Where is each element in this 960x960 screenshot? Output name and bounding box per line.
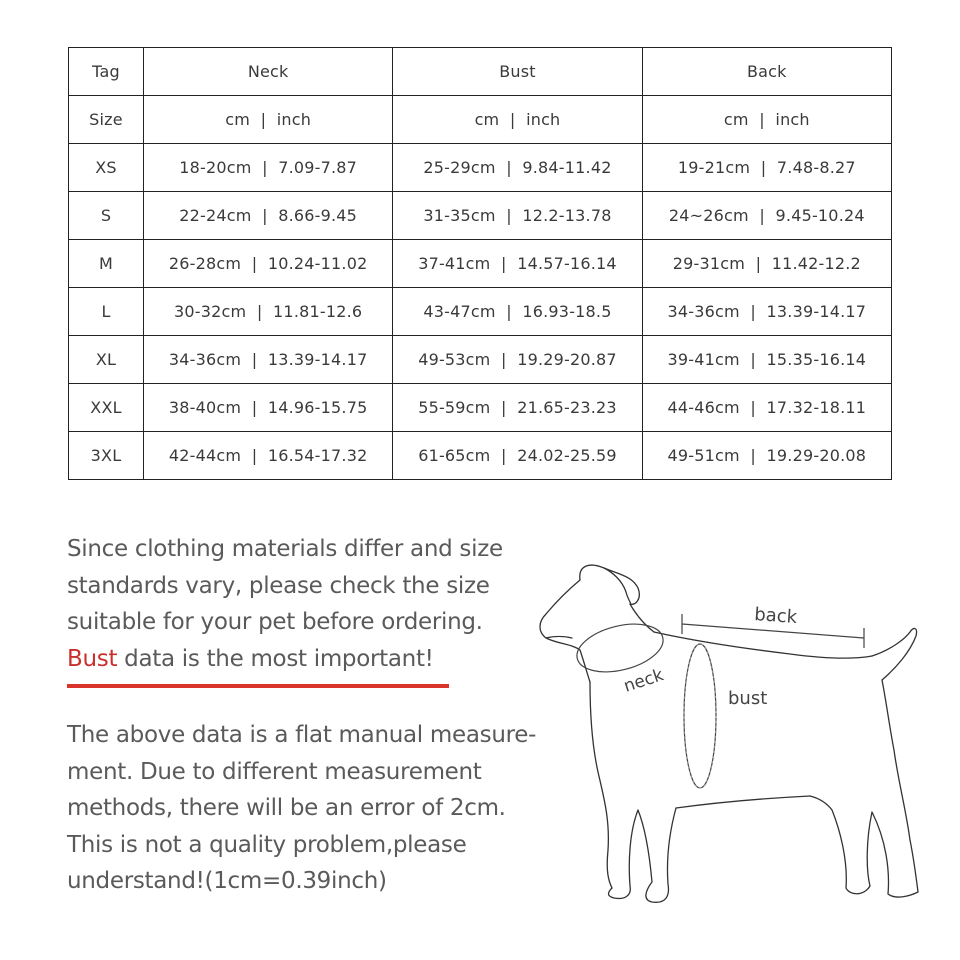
bust-label: bust xyxy=(728,688,768,709)
table-cell: 30-32cm | 11.81-12.6 xyxy=(144,288,393,336)
disclaimer-line-2: ment. Due to different measurement xyxy=(67,758,482,785)
table-cell: 31-35cm | 12.2-13.78 xyxy=(393,192,642,240)
dog-front-leg-outline xyxy=(609,808,677,902)
sizing-note xyxy=(67,531,567,677)
table-cell: 61-65cm | 24.02-25.59 xyxy=(393,432,642,480)
table-cell: cm | inch xyxy=(393,96,642,144)
dog-hind-leg-outline xyxy=(810,680,918,897)
table-cell: 49-53cm | 19.29-20.87 xyxy=(393,336,642,384)
table-row-label: XL xyxy=(69,336,144,384)
table-row xyxy=(69,336,892,384)
note-line-4-rest: data is the most important! xyxy=(117,645,434,672)
dog-mouth-outline xyxy=(546,637,572,639)
table-row-label: XS xyxy=(69,144,144,192)
table-cell: 22-24cm | 8.66-9.45 xyxy=(144,192,393,240)
table-unit-row xyxy=(69,96,892,144)
table-row xyxy=(69,144,892,192)
table-cell: 38-40cm | 14.96-15.75 xyxy=(144,384,393,432)
table-cell: 26-28cm | 10.24-11.02 xyxy=(144,240,393,288)
dog-tail-outline xyxy=(872,629,917,680)
table-row-label: Size xyxy=(69,96,144,144)
table-cell: 49-51cm | 19.29-20.08 xyxy=(642,432,891,480)
table-cell: cm | inch xyxy=(642,96,891,144)
table-cell: 37-41cm | 14.57-16.14 xyxy=(393,240,642,288)
red-divider xyxy=(67,684,449,688)
table-cell: 55-59cm | 21.65-23.23 xyxy=(393,384,642,432)
table-row xyxy=(69,384,892,432)
table-cell: cm | inch xyxy=(144,96,393,144)
table-cell: 39-41cm | 15.35-16.14 xyxy=(642,336,891,384)
dog-measurement-diagram xyxy=(520,540,940,930)
table-cell: Bust xyxy=(393,48,642,96)
note-line-2: standards vary, please check the size xyxy=(67,572,490,599)
table-cell: 29-31cm | 11.42-12.2 xyxy=(642,240,891,288)
note-line-3: suitable for your pet before ordering. xyxy=(67,609,483,635)
table-cell: 24~26cm | 9.45-10.24 xyxy=(642,192,891,240)
table-row-label: M xyxy=(69,240,144,288)
table-row xyxy=(69,192,892,240)
dog-belly-outline xyxy=(676,796,810,808)
table-cell: 44-46cm | 17.32-18.11 xyxy=(642,384,891,432)
table-row xyxy=(69,432,892,480)
measurement-disclaimer xyxy=(67,717,587,900)
table-cell: 18-20cm | 7.09-7.87 xyxy=(144,144,393,192)
bust-highlight: Bust xyxy=(67,645,118,672)
table-cell: 42-44cm | 16.54-17.32 xyxy=(144,432,393,480)
table-cell: 34-36cm | 13.39-14.17 xyxy=(642,288,891,336)
table-row-label: XXL xyxy=(69,384,144,432)
table-header-row xyxy=(69,48,892,96)
size-chart-table xyxy=(68,47,892,480)
table-cell: 19-21cm | 7.48-8.27 xyxy=(642,144,891,192)
table-row-label: L xyxy=(69,288,144,336)
disclaimer-line-3: methods, there will be an error of 2cm. xyxy=(67,795,506,821)
note-line-4 xyxy=(67,641,567,678)
table-row-label: 3XL xyxy=(69,432,144,480)
table-cell: Neck xyxy=(144,48,393,96)
neck-label: neck xyxy=(621,665,667,697)
table-row-label: Tag xyxy=(69,48,144,96)
disclaimer-line-1: The above data is a flat manual measure- xyxy=(67,722,537,748)
note-line-1: Since clothing materials differ and size xyxy=(67,536,503,562)
table-cell: 34-36cm | 13.39-14.17 xyxy=(144,336,393,384)
table-cell: 43-47cm | 16.93-18.5 xyxy=(393,288,642,336)
dog-head-outline xyxy=(580,565,654,632)
table-cell: Back xyxy=(642,48,891,96)
table-row-label: S xyxy=(69,192,144,240)
dog-chest-outline xyxy=(590,682,612,888)
back-label: back xyxy=(753,604,798,628)
size-chart-body xyxy=(69,48,892,480)
table-cell: 25-29cm | 9.84-11.42 xyxy=(393,144,642,192)
disclaimer-line-5: understand!(1cm=0.39inch) xyxy=(67,868,387,894)
disclaimer-line-4: This is not a quality problem,please xyxy=(67,831,467,858)
table-row xyxy=(69,288,892,336)
table-row xyxy=(69,240,892,288)
